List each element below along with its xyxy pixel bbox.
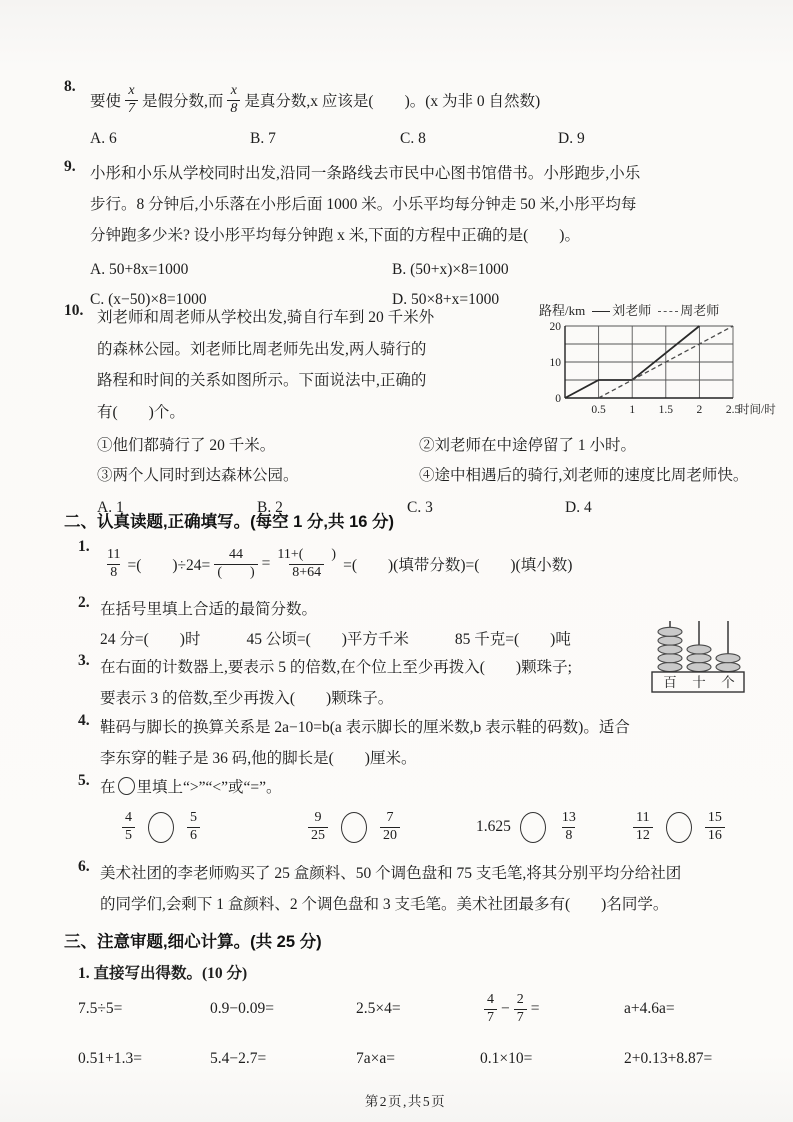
unit-item-1: 24 分=( )时 (100, 631, 201, 648)
dashed-line-icon (658, 311, 678, 312)
s2q6-number: 6. (78, 858, 90, 875)
compare-circle-icon (520, 812, 546, 843)
q8-text-3: 是真分数,x 应该是( )。(x 为非 0 自然数) (244, 93, 541, 110)
s2q1-text-3: =( )(填带分数)=( )(填小数) (343, 557, 573, 574)
q10-option-a: A. 1 (97, 499, 124, 516)
q10-option-b: B. 2 (257, 499, 283, 516)
fraction-11-over-12 (633, 810, 653, 843)
section-2-heading: 二、认真读题,正确填写。(每空 1 分,共 16 分) (64, 513, 395, 531)
calc-item: 2+0.13+8.87= (624, 1050, 713, 1067)
fraction-numerator: 7 (386, 810, 394, 826)
svg-text:0.5: 0.5 (591, 404, 606, 416)
fraction-denominator: 6 (187, 827, 200, 844)
compare-circle-icon (341, 812, 367, 843)
calc-item: 2.5×4= (356, 1000, 401, 1017)
fraction-numerator: x (230, 83, 238, 99)
legend-zhou-label: 周老师 (680, 303, 720, 318)
s2q5-number: 5. (78, 772, 90, 789)
s2q3-line-2: 要表示 3 的倍数,至少再拨入( )颗珠子。 (100, 690, 394, 707)
s2q3-number: 3. (78, 652, 90, 669)
svg-text:0: 0 (555, 393, 561, 405)
s2q4-number: 4. (78, 712, 90, 729)
operator: − (501, 1000, 510, 1017)
s2q1-text-2: = (261, 555, 271, 572)
fraction-denominator: 8 (107, 564, 120, 581)
fraction-numerator: 9 (314, 810, 322, 826)
s2q6-line-2: 的同学们,会剩下 1 盒颜料、2 个调色盘和 3 支毛笔。美术社团最多有( )名同学。 (100, 896, 669, 913)
q8-options (90, 125, 747, 153)
fraction-numerator: 2 (516, 992, 524, 1008)
calculation-block (78, 984, 747, 1080)
calc-item: 0.51+1.3= (78, 1050, 142, 1067)
q8-option-b: B. 7 (250, 130, 276, 147)
statement-3: ③两个人同时到达森林公园。 (97, 467, 299, 484)
calc-item: 5.4−2.7= (210, 1050, 267, 1067)
q10-chart-svg (539, 320, 785, 420)
calc-item: 7a×a= (356, 1050, 395, 1067)
fraction-4-over-5 (122, 810, 135, 843)
q9-option-c: C. (x−50)×8=1000 (90, 290, 207, 308)
distance-time-figure (539, 302, 785, 425)
unit-item-2: 45 公顷=( )平方千米 (246, 631, 409, 648)
legend-liu-label: 刘老师 (612, 303, 652, 318)
fraction-4-over-7 (484, 992, 497, 1025)
y-axis-label: 路程/km (539, 303, 586, 318)
fraction-denominator: 25 (308, 827, 328, 844)
fraction-numerator: 11 (107, 547, 121, 563)
s2q5-comparisons (100, 803, 747, 851)
fraction-x-over-8 (227, 83, 240, 116)
s2q4-line-2: 李东穿的鞋子是 36 码,他的脚长是( )厘米。 (100, 750, 417, 767)
svg-text:2: 2 (696, 404, 703, 416)
fraction-numerator: 4 (487, 992, 494, 1008)
fraction-denominator: 16 (705, 827, 725, 844)
fraction-denominator: 7 (484, 1009, 497, 1026)
svg-text:20: 20 (549, 321, 561, 333)
fraction-numerator: 13 (561, 810, 576, 826)
q10-option-c: C. 3 (407, 499, 433, 516)
unit-item-3: 85 千克=( )吨 (454, 631, 571, 648)
svg-text:十: 十 (692, 675, 706, 690)
page-footer: 第2页,共5页 (364, 1094, 447, 1109)
section2-question-4 (78, 712, 747, 774)
statement-4: ④途中相遇后的骑行,刘老师的速度比周老师快。 (419, 467, 749, 484)
fraction-numerator: 4 (125, 810, 132, 826)
s2q5-intro-pre: 在 (100, 779, 116, 796)
section-3-heading: 三、注意审题,细心计算。(共 25 分) (64, 933, 322, 951)
comparison-2 (304, 810, 404, 843)
fraction-numerator: 11 (636, 810, 650, 826)
s2q1-number: 1. (78, 538, 90, 555)
q9-line-3: 分钟跑多少米? 设小彤平均每分钟跑 x 米,下面的方程中正确的是( )。 (90, 227, 580, 244)
svg-text:1: 1 (629, 404, 636, 416)
compare-circle-icon (148, 812, 174, 843)
calc-row-1 (78, 984, 747, 1034)
s2q2-line-1: 在括号里填上合适的最简分数。 (100, 601, 318, 618)
fraction-2-over-7 (514, 992, 527, 1025)
calc-row-2 (78, 1038, 747, 1080)
s2q4-line-1: 鞋码与脚长的换算关系是 2a−10=b(a 表示脚长的厘米数,b 表示鞋的码数)。适合 (100, 719, 630, 736)
q9-option-b: B. (50+x)×8=1000 (392, 261, 509, 278)
q10-text (97, 302, 539, 428)
equals-sign: = (530, 1000, 540, 1017)
s2q1-text-1: =( )÷24= (127, 557, 211, 574)
fraction-denominator: 8 (562, 827, 575, 844)
legend-liu (592, 302, 651, 320)
s2q6-line-1: 美术社团的李老师购买了 25 盒颜料、50 个调色盘和 75 支毛笔,将其分别平均分给社团 (100, 865, 682, 882)
q10-line-3: 路程和时间的关系如图所示。下面说法中,正确的 (97, 372, 427, 389)
calc-item: 0.1×10= (480, 1050, 533, 1067)
fraction-numerator: x (128, 83, 135, 99)
question-10 (64, 302, 776, 522)
counter-figure (645, 619, 751, 697)
svg-text:1.5: 1.5 (658, 404, 673, 416)
fraction-11-plus-blank-over-8-plus-64 (274, 547, 339, 580)
fraction-denominator: 7 (514, 1009, 527, 1026)
fraction-numerator: 11+( ) (277, 547, 337, 563)
question-8-text (90, 78, 747, 122)
statement-1: ①他们都骑行了 20 千米。 (97, 437, 276, 454)
section3-q1-label: 1. 直接写出得数。(10 分) (78, 965, 248, 982)
fraction-15-over-16 (705, 810, 725, 843)
fraction-denominator: ( ) (214, 564, 257, 581)
s2q5-intro (100, 772, 747, 803)
abacus-svg (645, 619, 751, 697)
fraction-denominator: 7 (125, 100, 138, 117)
svg-text:10: 10 (549, 357, 561, 369)
compare-circle-icon (666, 812, 692, 843)
fraction-11-over-8 (104, 547, 123, 580)
q10-option-d: D. 4 (565, 499, 592, 516)
question-9-number: 9. (64, 158, 76, 175)
s2q3-line-1: 在右面的计数器上,要表示 5 的倍数,在个位上至少再拨入( )颗珠子; (100, 659, 572, 676)
svg-text:2.5: 2.5 (725, 404, 741, 416)
q8-option-a: A. 6 (90, 130, 117, 147)
q9-line-2: 步行。8 分钟后,小乐落在小彤后面 1000 米。小乐平均每分钟走 50 米,小彤平均每 (90, 196, 637, 213)
section2-question-5 (78, 772, 747, 851)
compare-circle-icon (118, 777, 135, 795)
decimal-value: 1.625 (476, 818, 511, 835)
q10-statements (97, 431, 747, 491)
svg-text:百: 百 (663, 675, 677, 690)
fraction-numerator: 44 (228, 547, 243, 563)
calc-item: 7.5÷5= (78, 1000, 123, 1017)
s2q1-equation (100, 538, 747, 590)
question-10-number: 10. (64, 302, 84, 319)
question-8-number: 8. (64, 78, 76, 95)
question-8 (64, 78, 747, 153)
q9-option-a: A. 50+8x=1000 (90, 261, 189, 278)
question-9 (64, 158, 747, 314)
svg-text:时间/时: 时间/时 (738, 404, 776, 416)
q10-line-2: 的森林公园。刘老师比周老师先出发,两人骑行的 (97, 340, 427, 358)
fraction-numerator: 5 (190, 810, 197, 826)
comparison-3 (476, 810, 583, 843)
q8-text-1: 要使 (90, 93, 122, 110)
fraction-denominator: 5 (122, 827, 135, 844)
calc-item: 0.9−0.09= (210, 1000, 274, 1017)
calc-item: a+4.6a= (624, 1000, 675, 1017)
calc-item-fraction (480, 992, 624, 1025)
fraction-denominator: 20 (380, 827, 400, 844)
legend-zhou (658, 302, 719, 320)
fraction-7-over-20 (380, 810, 400, 843)
fraction-9-over-25 (308, 810, 328, 843)
q10-line-1: 刘老师和周老师从学校出发,骑自行车到 20 千米外 (97, 309, 435, 326)
fraction-5-over-6 (187, 810, 200, 843)
comparison-1 (118, 810, 204, 843)
q8-text-2: 是假分数,而 (142, 93, 224, 110)
q10-body (97, 302, 776, 428)
fraction-denominator: 12 (633, 827, 653, 844)
fraction-numerator: 15 (707, 810, 722, 826)
s2q5-intro-post: 里填上“>”“<”或“=”。 (136, 779, 282, 796)
fraction-denominator: 8 (227, 100, 240, 117)
figure-header (539, 302, 785, 320)
fraction-x-over-7 (125, 83, 138, 116)
fraction-13-over-8 (559, 810, 579, 843)
section2-question-1 (78, 538, 747, 590)
fraction-44-over-blank (214, 547, 257, 580)
comparison-4 (629, 810, 729, 843)
solid-line-icon (592, 311, 610, 312)
q8-option-d: D. 9 (558, 130, 585, 147)
q9-line-1: 小彤和小乐从学校同时出发,沿同一条路线去市民中心图书馆借书。小彤跑步,小乐 (90, 165, 641, 182)
fraction-denominator: 8+64 (289, 564, 324, 581)
q10-line-4: 有( )个。 (97, 403, 185, 421)
q8-option-c: C. 8 (400, 130, 426, 147)
svg-text:个: 个 (721, 675, 735, 690)
section2-question-6 (78, 858, 747, 920)
s2q2-number: 2. (78, 594, 90, 611)
statement-2: ②刘老师在中途停留了 1 小时。 (419, 437, 637, 454)
q9-option-d: D. 50×8+x=1000 (392, 290, 500, 308)
